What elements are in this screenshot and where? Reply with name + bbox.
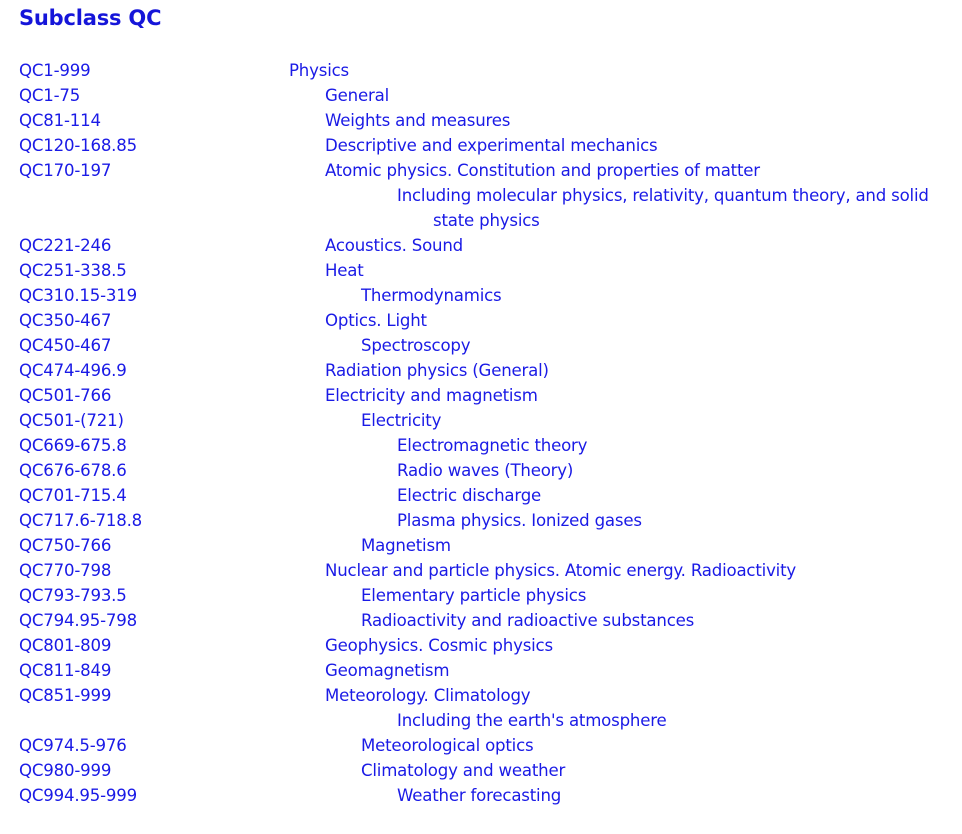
class-title <box>289 733 944 758</box>
class-title-text: Atomic physics. Constitution and properties of matter <box>325 161 760 180</box>
classification-row <box>0 133 962 158</box>
classification-row <box>0 733 962 758</box>
class-title-text: Meteorological optics <box>361 736 534 755</box>
class-number: QC450-467 <box>19 336 112 355</box>
class-title-text: Radio waves (Theory) <box>397 461 574 480</box>
class-title <box>289 608 944 633</box>
class-title-text: Optics. Light <box>325 311 427 330</box>
class-title-text: Weather forecasting <box>397 786 562 805</box>
class-title-text: Physics <box>289 61 349 80</box>
class-number: QC701-715.4 <box>19 486 127 505</box>
class-title-text: Including molecular physics, relativity, quantum theory, and solid state physics <box>397 186 929 230</box>
class-title-text: Plasma physics. Ionized gases <box>397 511 642 530</box>
class-number: QC350-467 <box>19 311 112 330</box>
classification-row <box>0 533 962 558</box>
classification-row <box>0 683 962 708</box>
class-title-text: Including the earth's atmosphere <box>397 711 667 730</box>
class-title-text: Spectroscopy <box>361 336 471 355</box>
class-title-text: Electricity <box>361 411 442 430</box>
class-number: QC1-75 <box>19 86 81 105</box>
class-number: QC251-338.5 <box>19 261 127 280</box>
classification-row <box>0 458 962 483</box>
class-title <box>289 333 944 358</box>
class-number: QC310.15-319 <box>19 286 137 305</box>
class-number: QC770-798 <box>19 561 112 580</box>
class-number: QC501-(721) <box>19 411 124 430</box>
classification-row <box>0 583 962 608</box>
class-number: QC221-246 <box>19 236 112 255</box>
class-title-text: Electric discharge <box>397 486 542 505</box>
class-title <box>289 83 944 108</box>
classification-row <box>0 508 962 533</box>
classification-row <box>0 158 962 183</box>
class-number: QC669-675.8 <box>19 436 127 455</box>
class-number: QC851-999 <box>19 686 112 705</box>
class-number: QC793-793.5 <box>19 586 127 605</box>
class-title-text: Geomagnetism <box>325 661 450 680</box>
class-title <box>289 233 944 258</box>
class-title <box>289 383 944 408</box>
class-title-text: Meteorology. Climatology <box>325 686 531 705</box>
classification-row <box>0 108 962 133</box>
classification-row <box>0 58 962 83</box>
class-title <box>289 133 944 158</box>
class-title <box>289 433 944 458</box>
classification-row <box>0 758 962 783</box>
class-title-text: General <box>325 86 389 105</box>
classification-row <box>0 608 962 633</box>
classification-row <box>0 708 962 733</box>
class-title <box>289 533 944 558</box>
classification-row <box>0 183 962 233</box>
class-title <box>289 183 944 233</box>
classification-row <box>0 408 962 433</box>
class-title-text: Elementary particle physics <box>361 586 587 605</box>
class-number: QC750-766 <box>19 536 112 555</box>
class-title <box>289 258 944 283</box>
class-title <box>289 583 944 608</box>
class-title <box>289 708 944 733</box>
class-number: QC170-197 <box>19 161 112 180</box>
class-number: QC811-849 <box>19 661 112 680</box>
class-number: QC717.6-718.8 <box>19 511 143 530</box>
class-title <box>289 483 944 508</box>
class-title-text: Climatology and weather <box>361 761 566 780</box>
class-title <box>289 783 944 808</box>
class-title-text: Magnetism <box>361 536 451 555</box>
class-number: QC974.5-976 <box>19 736 127 755</box>
class-number: QC980-999 <box>19 761 112 780</box>
class-title <box>289 283 944 308</box>
classification-row <box>0 333 962 358</box>
class-title <box>289 633 944 658</box>
class-title-text: Weights and measures <box>325 111 511 130</box>
classification-row <box>0 308 962 333</box>
class-number: QC501-766 <box>19 386 112 405</box>
class-title <box>289 458 944 483</box>
class-title <box>289 758 944 783</box>
class-title <box>289 558 944 583</box>
classification-row <box>0 358 962 383</box>
classification-row <box>0 258 962 283</box>
class-title <box>289 58 944 83</box>
classification-row <box>0 283 962 308</box>
class-number: QC676-678.6 <box>19 461 127 480</box>
class-number: QC794.95-798 <box>19 611 137 630</box>
classification-row <box>0 433 962 458</box>
classification-row <box>0 483 962 508</box>
class-title <box>289 508 944 533</box>
class-number: QC81-114 <box>19 111 101 130</box>
class-title-text: Thermodynamics <box>361 286 502 305</box>
classification-row <box>0 233 962 258</box>
class-title-text: Radioactivity and radioactive substances <box>361 611 695 630</box>
class-number: QC994.95-999 <box>19 786 137 805</box>
class-title <box>289 308 944 333</box>
class-title-text: Electromagnetic theory <box>397 436 588 455</box>
classification-row <box>0 658 962 683</box>
class-title-text: Acoustics. Sound <box>325 236 463 255</box>
class-title <box>289 683 944 708</box>
class-title-text: Electricity and magnetism <box>325 386 538 405</box>
class-title-text: Nuclear and particle physics. Atomic energy. Radioactivity <box>325 561 797 580</box>
classification-row <box>0 783 962 808</box>
class-title-text: Radiation physics (General) <box>325 361 549 380</box>
class-title <box>289 658 944 683</box>
classification-row <box>0 558 962 583</box>
class-title <box>289 158 944 183</box>
class-number: QC474-496.9 <box>19 361 127 380</box>
classification-row <box>0 633 962 658</box>
class-title-text: Geophysics. Cosmic physics <box>325 636 553 655</box>
class-number: QC801-809 <box>19 636 112 655</box>
classification-row <box>0 83 962 108</box>
class-number: QC1-999 <box>19 61 91 80</box>
class-title <box>289 358 944 383</box>
class-title-text: Descriptive and experimental mechanics <box>325 136 658 155</box>
class-number: QC120-168.85 <box>19 136 137 155</box>
page-title: Subclass QC <box>19 6 162 30</box>
classification-list <box>0 58 962 808</box>
class-title <box>289 408 944 433</box>
classification-row <box>0 383 962 408</box>
class-title-text: Heat <box>325 261 364 280</box>
class-title <box>289 108 944 133</box>
